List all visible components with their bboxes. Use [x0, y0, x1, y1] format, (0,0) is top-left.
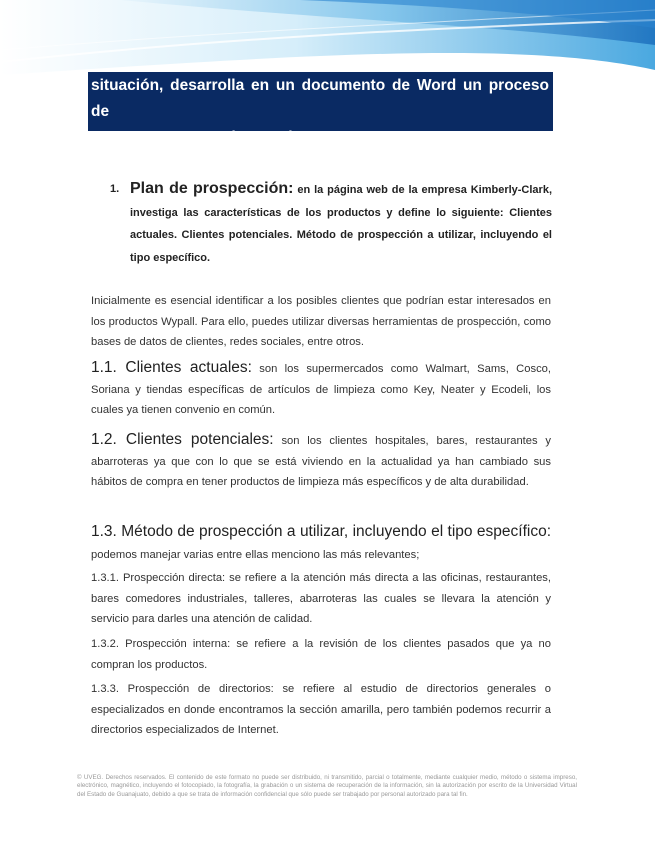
section-1-2	[91, 430, 551, 493]
heading-number: 1.	[110, 183, 120, 195]
header-wave-decoration	[0, 0, 655, 80]
section-heading	[110, 178, 552, 269]
instruction-banner	[88, 72, 553, 146]
section-1-1	[91, 358, 551, 421]
section-1-3-title: 1.3. Método de prospección a utilizar, incluyendo el tipo específico:	[91, 523, 551, 540]
section-1-3-2: 1.3.2. Prospección interna: se refiere a la revisión de los clientes pasados que ya no compran los productos.	[91, 638, 551, 671]
heading-title: Plan de prospección:	[130, 180, 294, 197]
intro-paragraph: Inicialmente es esencial identificar a los posibles clientes que podrían estar interesados en los productos Wypall. Para ello, puedes utilizar diversas herramientas de prospección, como bases de datos de clientes, redes sociales, entre otros.	[91, 295, 551, 348]
banner-line-2: ventas para estos dos productos.	[91, 129, 339, 146]
section-1-3-1: 1.3.1. Prospección directa: se refiere a la atención más directa a las oficinas, restaurantes, bares comedores industriales, talleres, abarroteras las cuales se llevara la atención y servicio para darles una atención de calidad.	[91, 572, 551, 625]
section-1-1-text: son los supermercados como Walmart, Sams, Cosco, Soriana y tiendas específicas de artículos de limpieza como Key, Neater y Ecodeli, los cuales ya tienen convenio en común.	[91, 363, 551, 416]
section-1-3	[91, 521, 551, 566]
copyright-footer: © UVEG. Derechos reservados. El contenido de este formato no puede ser distribuido, ni transmitido, parcial o totalmente, mediante cualquier medio, método o sistema impreso, electrónico, magnético, incluyendo el fotocopiado, la fotografía, la grabación o un sistema de recuperación de la información, sin la autorización por escrito de la Universidad Virtual del Estado de Guanajuato, debido a que se trata de información confidencial que sólo puede ser trabajado por personal autorizado para tal fin.	[77, 774, 577, 798]
section-1-2-text: son los clientes hospitales, bares, restaurantes y abarroteras ya que con lo que se está viviendo en la actualidad ya han cambiado sus hábitos de compra en tener productos de limpieza más específicos y de alta durabilidad.	[91, 435, 552, 488]
section-1-2-title: 1.2. Clientes potenciales:	[91, 431, 274, 448]
section-1-3-text: podemos manejar varias entre ellas menciono las más relevantes;	[91, 549, 420, 561]
section-1-3-3: 1.3.3. Prospección de directorios: se refiere al estudio de directorios generales o especializados en donde encontramos la sección amarilla, pero también podemos recurrir a directorios especializados de Internet.	[91, 683, 551, 736]
banner-line-1: situación, desarrolla en un documento de Word un proceso de	[91, 77, 549, 120]
heading-text: en la página web de la empresa Kimberly-Clark, investiga las características de los productos y define lo siguiente: Clientes actuales. Clientes potenciales. Método de prospección a utilizar, incluyendo el tipo específico.	[130, 184, 553, 264]
section-1-1-title: 1.1. Clientes actuales:	[91, 359, 252, 376]
